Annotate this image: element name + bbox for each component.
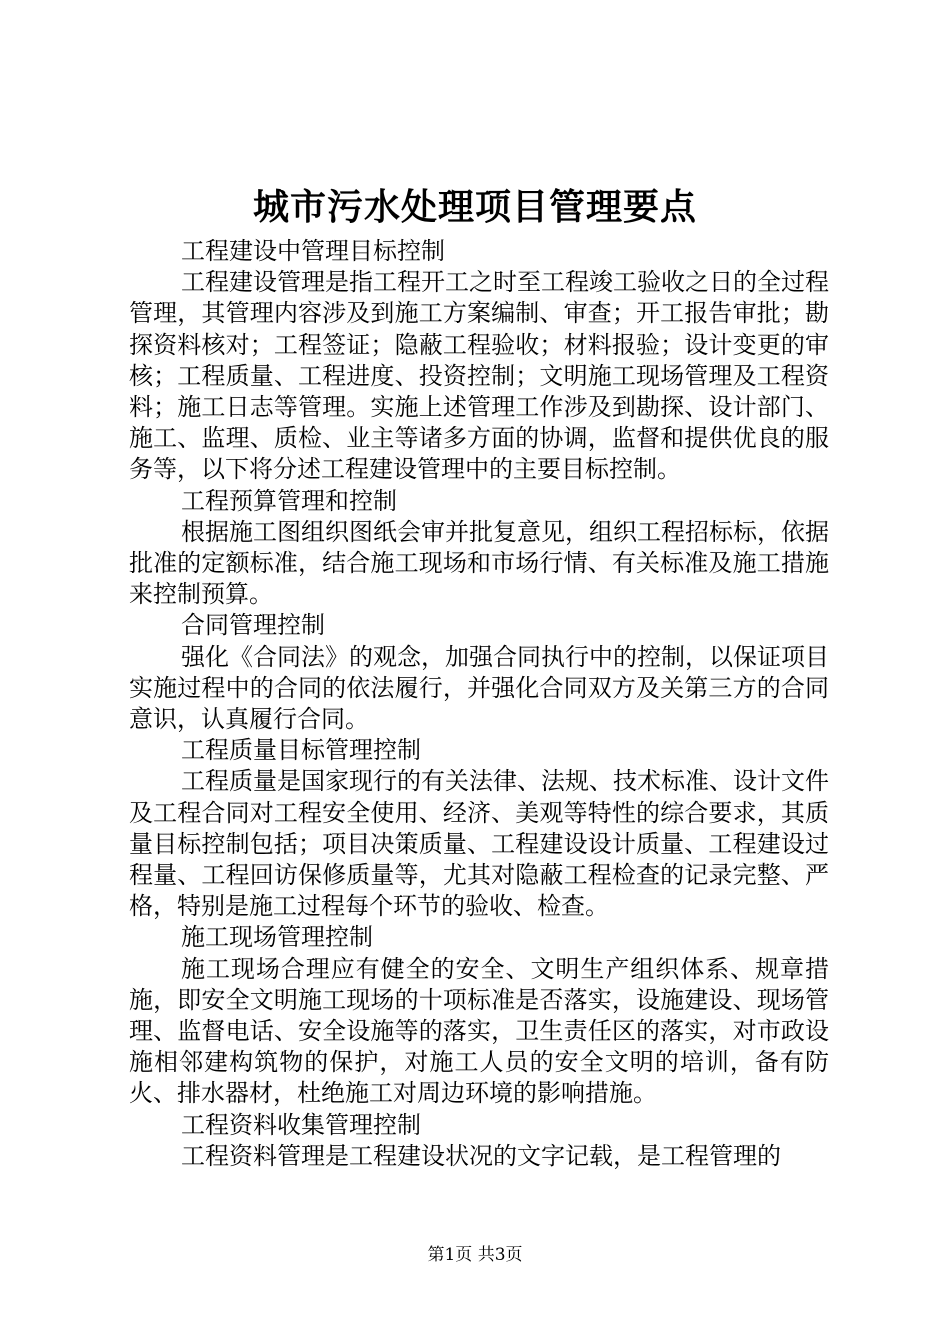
section-paragraph-3: 强化《合同法》的观念，加强合同执行中的控制，以保证项目实施过程中的合同的依法履行，并强化合同双方及关第三方的合同意识，认真履行合同。: [129, 642, 829, 734]
section-heading-4: 工程质量目标管理控制: [181, 736, 421, 765]
section-heading-2: 工程预算管理和控制: [181, 486, 397, 515]
section-paragraph-2: 根据施工图组织图纸会审并批复意见，组织工程招标标，依据批准的定额标准，结合施工现场和市场行情、有关标准及施工措施来控制预算。: [129, 517, 829, 609]
section-heading-1: 工程建设中管理目标控制: [181, 237, 445, 265]
document-body: [129, 236, 829, 1172]
section-paragraph-5: 施工现场合理应有健全的安全、文明生产组织体系、规章措施，即安全文明施工现场的十项标准是否落实，设施建设、现场管理、监督电话、安全设施等的落实，卫生责任区的落实，对市政设施相邻建构筑物的保护，对施工人员的安全文明的培训，备有防火、排水器材，杜绝施工对周边环境的影响措施。: [129, 954, 829, 1108]
section-paragraph-4: 工程质量是国家现行的有关法律、法规、技术标准、设计文件及工程合同对工程安全使用、经济、美观等特性的综合要求，其质量目标控制包括；项目决策质量、工程建设设计质量、工程建设过程量、工程回访保修质量等，尤其对隐蔽工程检查的记录完整、严格，特别是施工过程每个环节的验收、检查。: [129, 767, 829, 921]
section-heading-6: 工程资料收集管理控制: [181, 1110, 421, 1139]
page-footer: 第1页 共3页: [427, 1245, 523, 1265]
document-title: 城市污水处理项目管理要点: [252, 186, 697, 228]
section-heading-3: 合同管理控制: [181, 611, 325, 640]
section-paragraph-6: 工程资料管理是工程建设状况的文字记载，是工程管理的: [181, 1141, 781, 1170]
section-paragraph-1: 工程建设管理是指工程开工之时至工程竣工验收之日的全过程管理，其管理内容涉及到施工方案编制、审查；开工报告审批；勘探资料核对；工程签证；隐蔽工程验收；材料报验；设计变更的审核；工程质量、工程进度、投资控制；文明施工现场管理及工程资料；施工日志等管理。实施上述管理工作涉及到勘探、设计部门、施工、监理、质检、业主等诸多方面的协调，监督和提供优良的服务等，以下将分述工程建设管理中的主要目标控制。: [129, 268, 829, 484]
section-heading-5: 施工现场管理控制: [181, 923, 373, 952]
